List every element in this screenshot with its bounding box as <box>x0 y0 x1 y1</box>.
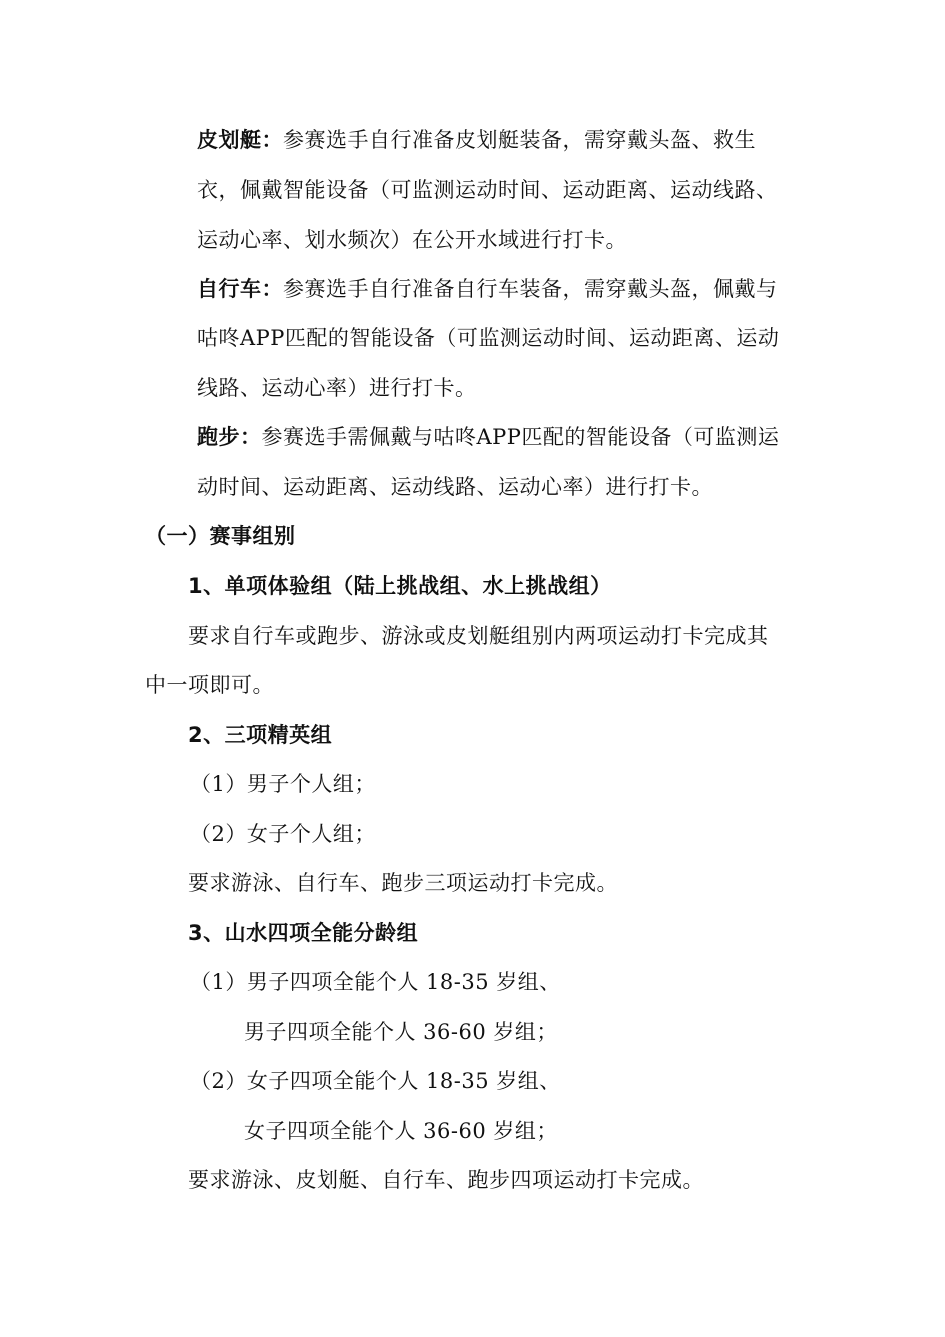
run-text-2: 动时间、运动距离、运动线路、运动心率）进行打卡。 <box>197 475 713 499</box>
bike-label: 自行车： <box>197 277 283 301</box>
kayak-text-2: 衣，佩戴智能设备（可监测运动时间、运动距离、运动线路、 <box>197 178 778 202</box>
kayak-paragraph-line-1 <box>197 125 756 155</box>
group-2-desc: 要求游泳、自行车、跑步三项运动打卡完成。 <box>188 871 618 895</box>
group-3-item-2a: （2）女子四项全能个人 18-35 岁组、 <box>190 1069 561 1093</box>
group-3-title: 3、山水四项全能分龄组 <box>188 921 419 945</box>
group-1-desc-2: 中一项即可。 <box>145 673 274 697</box>
group-3-item-1b: 男子四项全能个人 36-60 岁组； <box>244 1020 558 1044</box>
kayak-text-1: 参赛选手自行准备皮划艇装备，需穿戴头盔、救生 <box>283 128 756 152</box>
kayak-label: 皮划艇： <box>197 128 283 152</box>
groups-heading: （一）赛事组别 <box>145 524 296 548</box>
group-3-item-2b: 女子四项全能个人 36-60 岁组； <box>244 1119 558 1143</box>
group-2-item-2: （2）女子个人组； <box>190 822 376 846</box>
kayak-text-3: 运动心率、划水频次）在公开水域进行打卡。 <box>197 228 627 252</box>
run-label: 跑步： <box>197 425 262 449</box>
bike-text-2: 咕咚APP匹配的智能设备（可监测运动时间、运动距离、运动 <box>197 326 780 350</box>
run-paragraph-line-1 <box>197 422 779 452</box>
group-1-desc-1: 要求自行车或跑步、游泳或皮划艇组别内两项运动打卡完成其 <box>188 624 769 648</box>
group-3-item-1a: （1）男子四项全能个人 18-35 岁组、 <box>190 970 561 994</box>
run-text-1: 参赛选手需佩戴与咕咚APP匹配的智能设备（可监测运 <box>261 425 780 449</box>
group-2-title: 2、三项精英组 <box>188 723 333 747</box>
bike-text-1: 参赛选手自行准备自行车装备，需穿戴头盔，佩戴与 <box>283 277 778 301</box>
group-1-title: 1、单项体验组（陆上挑战组、水上挑战组） <box>188 574 612 598</box>
bike-text-3: 线路、运动心率）进行打卡。 <box>197 376 477 400</box>
bike-paragraph-line-1 <box>197 274 778 304</box>
group-3-desc: 要求游泳、皮划艇、自行车、跑步四项运动打卡完成。 <box>188 1168 704 1192</box>
group-2-item-1: （1）男子个人组； <box>190 772 376 796</box>
